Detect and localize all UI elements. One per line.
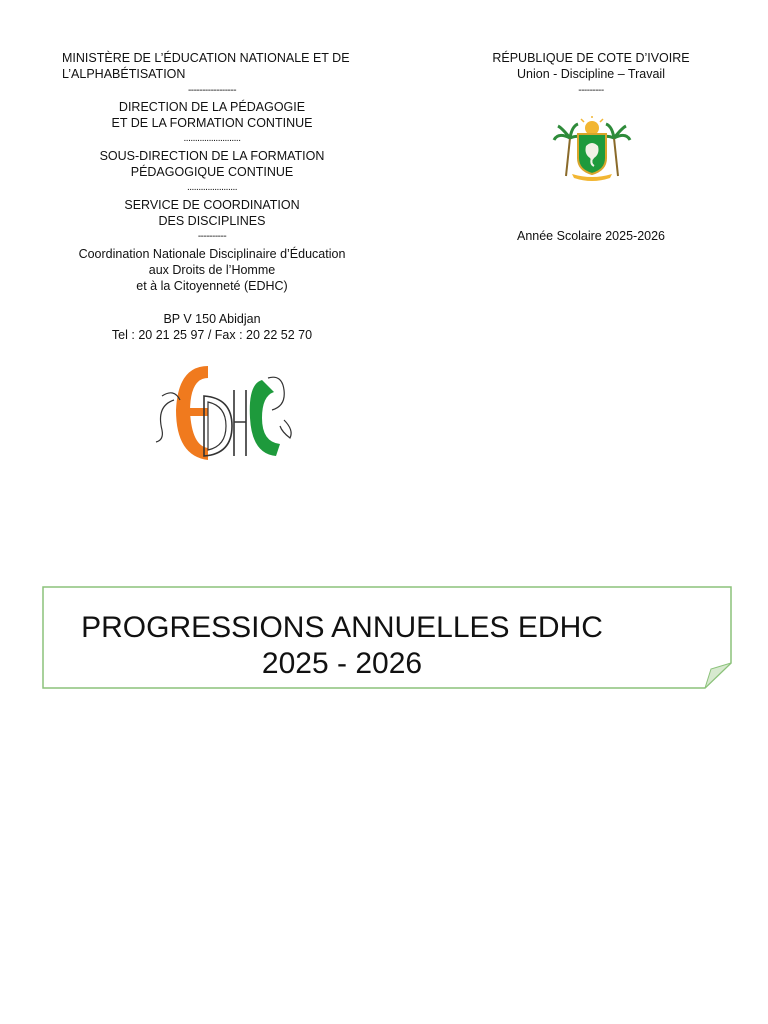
title-line1: PROGRESSIONS ANNUELLES EDHC bbox=[81, 611, 603, 644]
school-year: Année Scolaire 2025-2026 bbox=[516, 229, 666, 243]
ministry-header bbox=[48, 50, 376, 343]
separator: ......................... bbox=[183, 133, 241, 145]
postal-address: BP V 150 Abidjan bbox=[163, 311, 261, 326]
service-line1: SERVICE DE COORDINATION bbox=[124, 197, 300, 212]
phone-fax: Tel : 20 21 25 97 / Fax : 20 22 52 70 bbox=[111, 328, 313, 343]
coordination-line3: et à la Citoyenneté (EDHC) bbox=[136, 279, 288, 294]
title-banner bbox=[42, 586, 732, 689]
ministry-name-line1: MINISTÈRE DE L’ÉDUCATION NATIONALE ET DE bbox=[62, 51, 350, 65]
document-title bbox=[42, 610, 642, 682]
direction-line1: DIRECTION DE LA PÉDAGOGIE bbox=[118, 99, 306, 114]
separator: --------- bbox=[578, 84, 604, 96]
coat-of-arms-icon bbox=[552, 116, 632, 182]
coordination-line2: aux Droits de l’Homme bbox=[148, 262, 276, 277]
title-line2: 2025 - 2026 bbox=[261, 647, 423, 680]
separator: ----------------- bbox=[187, 84, 237, 96]
subdirection-line2: PÉDAGOGIQUE CONTINUE bbox=[130, 165, 294, 180]
country-name: RÉPUBLIQUE DE COTE D’IVOIRE bbox=[492, 51, 690, 65]
coordination-line1: Coordination Nationale Disciplinaire d’Éducation bbox=[78, 246, 346, 261]
ministry-name-line2: L’ALPHABÉTISATION bbox=[62, 67, 186, 82]
separator: ---------- bbox=[197, 231, 227, 243]
national-motto: Union - Discipline – Travail bbox=[517, 67, 665, 82]
separator: ...................... bbox=[186, 182, 238, 194]
direction-line2: ET DE LA FORMATION CONTINUE bbox=[111, 116, 313, 131]
subdirection-line1: SOUS-DIRECTION DE LA FORMATION bbox=[99, 148, 325, 163]
republic-header bbox=[470, 50, 712, 99]
edhc-logo bbox=[152, 360, 298, 464]
service-line2: DES DISCIPLINES bbox=[158, 213, 266, 228]
